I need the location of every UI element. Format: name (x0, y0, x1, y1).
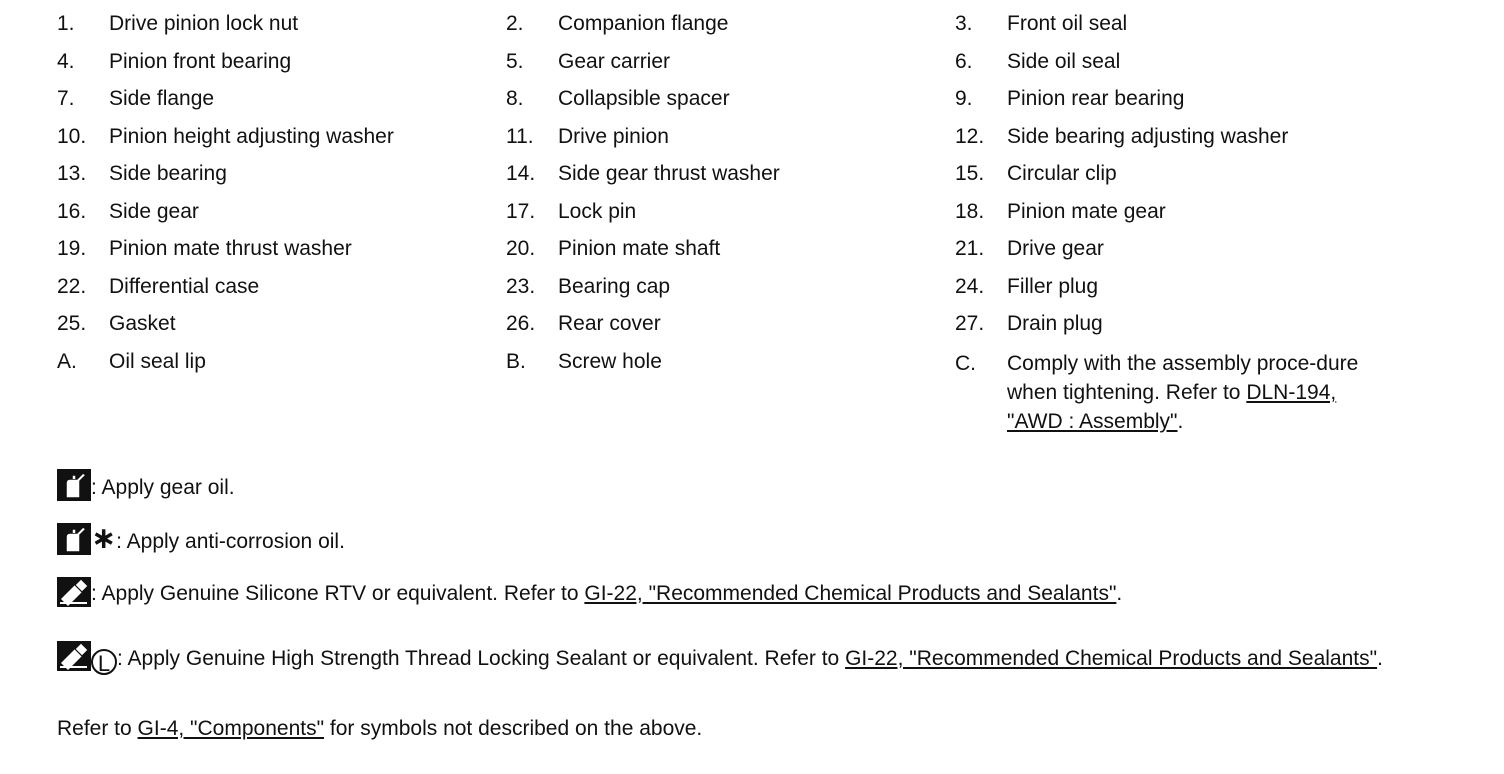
silicone-rtv-suffix: . (1116, 582, 1123, 605)
oil-can-asterisk-icon (57, 523, 91, 555)
legend-item-label: Drive gear (1007, 237, 1104, 260)
legend-item-label: Pinion mate thrust washer (109, 237, 352, 260)
legend-item-number: 26. (506, 312, 536, 335)
footer-note (57, 716, 702, 742)
dln-194-assembly-link[interactable]: DLN-194, "AWD : Assembly" (1007, 381, 1337, 433)
legend-item-label: Drive pinion lock nut (109, 12, 299, 35)
gear-oil-text: : Apply gear oil. (91, 476, 235, 499)
legend-item-number: 21. (955, 237, 985, 260)
legend-item-number: 3. (955, 12, 973, 35)
legend-item-number: 8. (506, 87, 524, 110)
symbol-gear-oil (57, 469, 235, 501)
footer-suffix: for symbols not described on the above. (324, 717, 703, 740)
legend-item-label: Drive pinion (558, 124, 669, 148)
legend-item-label: Gear carrier (558, 49, 671, 73)
symbol-anti-corrosion (57, 523, 345, 555)
symbol-silicone-rtv (57, 577, 1122, 607)
legend-item-label: Screw hole (558, 349, 662, 373)
legend-item-number: 13. (57, 162, 87, 185)
legend-item-number: 10. (57, 124, 87, 148)
legend-item-label: Side flange (109, 87, 215, 110)
legend-item-number: 18. (955, 199, 985, 223)
legend-item-number: 19. (57, 237, 87, 260)
legend-item-label: Differential case (109, 274, 260, 298)
legend-item-number: 20. (506, 237, 536, 260)
oil-can-icon (57, 469, 91, 501)
legend-item-label: Side gear (109, 199, 199, 223)
thread-locking-suffix: . (1377, 647, 1383, 670)
legend-item-number: 16. (57, 199, 87, 223)
gi-4-components-link[interactable]: GI-4, "Components" (137, 717, 325, 740)
legend-item-number: 23. (506, 274, 536, 298)
legend-item-number: C. (955, 352, 976, 375)
legend-item-number: 5. (506, 49, 524, 73)
legend-item-number: 25. (57, 312, 87, 335)
thread-locking-text: : Apply Genuine High Strength Thread Locking Sealant or equivalent. Refer to (117, 647, 846, 670)
legend-item-number: 12. (955, 124, 985, 148)
legend-item-label: Companion flange (558, 12, 729, 35)
legend-item-label: Side bearing (109, 162, 227, 185)
legend-item-label: Side gear thrust washer (558, 162, 780, 185)
gi-22-sealants-link[interactable]: GI-22, "Recommended Chemical Products and Sealants" (584, 582, 1117, 605)
legend-item-label: Pinion mate gear (1007, 199, 1166, 223)
legend-item-number: 2. (506, 12, 524, 35)
legend-item-label: Collapsible spacer (558, 87, 730, 110)
note-c-suffix: . (1177, 410, 1184, 433)
sealant-tube-locking-icon (57, 641, 91, 671)
locking-badge-letter: L (97, 651, 111, 676)
legend-item-label: Pinion height adjusting washer (109, 124, 394, 148)
legend-item-number: 4. (57, 49, 75, 73)
legend-item-label: Front oil seal (1007, 12, 1128, 35)
legend-item-label: Pinion front bearing (109, 49, 292, 73)
legend-item-label (1007, 349, 1387, 436)
legend-item-number: 15. (955, 162, 985, 185)
legend-item-number: 11. (506, 124, 534, 148)
gi-22-sealants-link-2[interactable]: GI-22, "Recommended Chemical Products and Sealants" (845, 647, 1378, 670)
locking-circle-icon (91, 649, 117, 675)
legend-item-number: 14. (506, 162, 536, 185)
symbol-thread-locking (57, 641, 1397, 675)
legend-item-label: Drain plug (1007, 312, 1103, 335)
legend-item-number: 1. (57, 12, 75, 35)
asterisk-icon: ∗ (91, 522, 117, 555)
legend-item-label: Circular clip (1007, 162, 1117, 185)
note-c-text: Comply with the assembly proce-dure when tightening. Refer to (1007, 352, 1359, 404)
legend-item-number: 24. (955, 274, 985, 298)
legend-item-label: Pinion rear bearing (1007, 87, 1185, 110)
legend-item-label: Bearing cap (558, 274, 671, 298)
legend-item-label: Side bearing adjusting washer (1007, 124, 1289, 148)
legend-item-number: B. (506, 349, 526, 373)
legend-item-number: 22. (57, 274, 87, 298)
legend-item-number: 17. (506, 199, 536, 223)
legend-item-number: 9. (955, 87, 973, 110)
legend-item-label: Pinion mate shaft (558, 237, 721, 260)
legend-item-label: Rear cover (558, 312, 661, 335)
silicone-rtv-text: : Apply Genuine Silicone RTV or equivalent. Refer to (91, 582, 585, 605)
footer-prefix: Refer to (57, 717, 138, 740)
anti-corrosion-text: : Apply anti-corrosion oil. (116, 530, 345, 553)
legend-item-label: Side oil seal (1007, 49, 1121, 73)
legend-item-number: 6. (955, 49, 973, 73)
legend-item-label: Lock pin (558, 199, 637, 223)
legend-item-number: A. (57, 349, 77, 373)
legend-item-label: Gasket (109, 312, 176, 335)
legend-item-number: 7. (57, 87, 75, 110)
sealant-tube-icon (57, 577, 91, 607)
legend-item-number: 27. (955, 312, 985, 335)
legend-item-label: Oil seal lip (109, 349, 206, 373)
legend-item-label: Filler plug (1007, 274, 1099, 298)
